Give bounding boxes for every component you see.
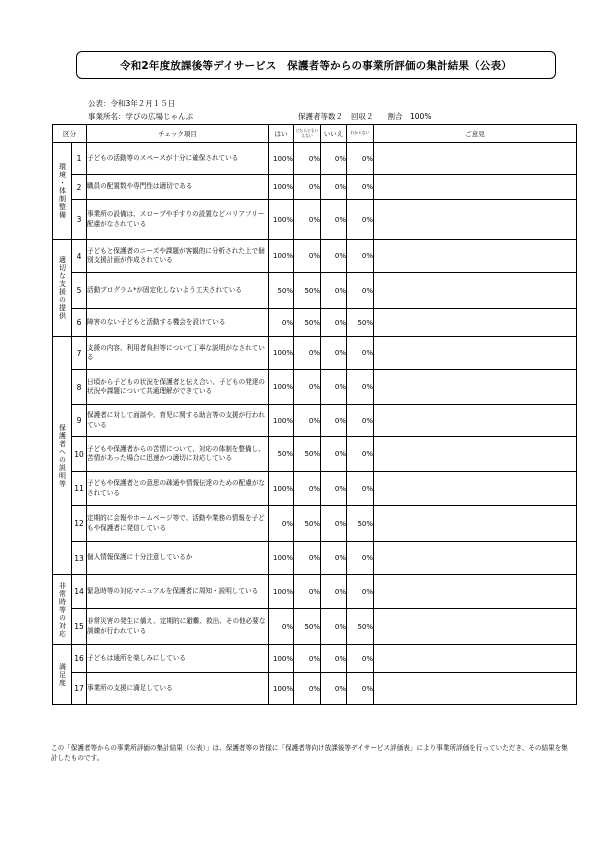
check-item-text: 個人情報保護に十分注意しているか [87,542,269,575]
table-row [53,309,577,337]
check-item-text: 職員の配置数や専門性は適切である [87,175,269,200]
table-row [53,370,577,405]
category-label-text: 保護者への説明等 [58,423,67,488]
item-number: 3 [72,200,87,240]
check-item-text: 子どもや保護者からの苦情について、対応の体制を整備し、苦情があった場合に迅速かつ適切に対応している [87,437,269,472]
check-item-text: 緊急時等の対応マニュアルを保護者に周知・説明している [87,575,269,609]
table-row [53,506,577,542]
evaluation-table [52,124,577,705]
category-label [53,337,72,575]
office-name: 事業所名：学びの広場じゃんぷ [88,112,193,121]
unknown-percent: 0% [347,542,374,575]
unknown-percent: 50% [347,309,374,337]
item-number: 6 [72,309,87,337]
neither-percent: 0% [294,645,321,673]
neither-percent: 50% [294,506,321,542]
check-item-text: 活動プログラム*が固定化しないよう工夫されている [87,273,269,309]
item-number: 17 [72,673,87,705]
header-unknown: わからない [347,125,374,143]
no-percent: 0% [321,609,347,645]
neither-percent: 0% [294,337,321,370]
item-number: 4 [72,240,87,273]
category-label [53,575,72,645]
header-check-item: チェック項目 [87,125,269,143]
table-row [53,240,577,273]
yes-percent: 100% [269,143,294,175]
opinion-cell [374,370,577,405]
neither-percent: 0% [294,542,321,575]
unknown-percent: 0% [347,337,374,370]
check-item-text: 子どもと保護者のニーズや課題が客観的に分析された上で個別支援計画が作成されている [87,240,269,273]
item-number: 13 [72,542,87,575]
check-item-text: 事業所の支援に満足している [87,673,269,705]
category-label [53,143,72,240]
yes-percent: 0% [269,609,294,645]
yes-percent: 0% [269,506,294,542]
neither-percent: 50% [294,273,321,309]
table-row [53,405,577,437]
no-percent: 0% [321,575,347,609]
yes-percent: 50% [269,437,294,472]
opinion-cell [374,200,577,240]
check-item-text: 事業所の設備は、スロープや手すりの設置などバリアフリー配慮がなされている [87,200,269,240]
opinion-cell [374,673,577,705]
table-row [53,645,577,673]
unknown-percent: 0% [347,175,374,200]
table-row [53,575,577,609]
no-percent: 0% [321,405,347,437]
no-percent: 0% [321,309,347,337]
guardian-count: 保護者等数２ [298,112,343,121]
opinion-cell [374,575,577,609]
table-row [53,143,577,175]
header-category: 区分 [53,125,87,143]
check-item-text: 定期的に会報やホームページ等で、活動や業務の情報を子どもや保護者に発信している [87,506,269,542]
page-title-text: 令和2年度放課後等デイサービス 保護者等からの事業所評価の集計結果（公表） [120,59,512,72]
yes-percent: 100% [269,175,294,200]
table-row [53,673,577,705]
no-percent: 0% [321,200,347,240]
category-label [53,240,72,337]
opinion-cell [374,405,577,437]
yes-percent: 100% [269,645,294,673]
unknown-percent: 0% [347,437,374,472]
check-item-text: 子どもは通所を楽しみにしている [87,645,269,673]
neither-percent: 0% [294,405,321,437]
check-item-text: 日頃から子どもの状況を保護者と伝え合い、子どもの発達の状況や課題について共通理解ができている [87,370,269,405]
category-label-text: 適切な支援の提供 [58,256,67,320]
item-number: 8 [72,370,87,405]
item-number: 5 [72,273,87,309]
header-yes: はい [269,125,294,143]
yes-percent: 100% [269,542,294,575]
neither-percent: 0% [294,175,321,200]
table-row [53,200,577,240]
table-header-row [53,125,577,143]
response-ratio: 割合 100% [387,112,432,121]
item-number: 12 [72,506,87,542]
table-row [53,437,577,472]
table-row [53,472,577,506]
neither-percent: 0% [294,370,321,405]
unknown-percent: 0% [347,405,374,437]
footnote: この「保護者等からの事業所評価の集計結果（公表）」は、保護者等の皆様に「保護者等向け放課後等デイサービス評価表」により事業所評価を行っていただき、その結果を集計したものです。 [51,744,568,762]
check-item-text: 保護者に対して面談や、育児に関する助言等の支援が行われている [87,405,269,437]
no-percent: 0% [321,506,347,542]
yes-percent: 100% [269,575,294,609]
opinion-cell [374,337,577,370]
category-label-text: 非常時等の対応 [58,581,67,638]
check-item-text: 子どもの活動等のスペースが十分に確保されている [87,143,269,175]
opinion-cell [374,609,577,645]
unknown-percent: 50% [347,506,374,542]
no-percent: 0% [321,370,347,405]
table-row [53,542,577,575]
neither-percent: 0% [294,143,321,175]
opinion-cell [374,506,577,542]
no-percent: 0% [321,273,347,309]
check-item-text: 子どもや保護者との意思の疎通や情報伝達のための配慮がなされている [87,472,269,506]
yes-percent: 0% [269,309,294,337]
table-body [53,143,577,705]
item-number: 14 [72,575,87,609]
item-number: 1 [72,143,87,175]
category-label-text: 満足度 [58,662,67,687]
opinion-cell [374,309,577,337]
no-percent: 0% [321,143,347,175]
neither-percent: 0% [294,575,321,609]
unknown-percent: 0% [347,645,374,673]
opinion-cell [374,143,577,175]
no-percent: 0% [321,673,347,705]
table-row [53,337,577,370]
neither-percent: 0% [294,200,321,240]
opinion-cell [374,645,577,673]
item-number: 16 [72,645,87,673]
neither-percent: 0% [294,472,321,506]
item-number: 10 [72,437,87,472]
yes-percent: 50% [269,273,294,309]
unknown-percent: 50% [347,609,374,645]
publication-date: 公表：令和3年２月１５日 [88,99,176,108]
no-percent: 0% [321,337,347,370]
item-number: 7 [72,337,87,370]
opinion-cell [374,175,577,200]
response-count: 回収２ [351,112,374,121]
yes-percent: 100% [269,405,294,437]
neither-percent: 50% [294,609,321,645]
page-title [76,51,556,79]
no-percent: 0% [321,175,347,200]
no-percent: 0% [321,240,347,273]
opinion-cell [374,240,577,273]
opinion-cell [374,472,577,506]
opinion-cell [374,542,577,575]
unknown-percent: 0% [347,370,374,405]
yes-percent: 100% [269,337,294,370]
unknown-percent: 0% [347,240,374,273]
unknown-percent: 0% [347,575,374,609]
item-number: 2 [72,175,87,200]
neither-percent: 50% [294,437,321,472]
neither-percent: 0% [294,673,321,705]
header-opinion: ご意見 [374,125,577,143]
opinion-cell [374,437,577,472]
neither-percent: 50% [294,309,321,337]
office-info-line [88,111,431,122]
unknown-percent: 0% [347,472,374,506]
yes-percent: 100% [269,673,294,705]
category-label-text: 環境・体制整備 [58,163,67,219]
header-neither: どちらともいえない [294,125,321,143]
check-item-text: 非常災害の発生に備え、定期的に避難、救出、その他必要な訓練が行われている [87,609,269,645]
no-percent: 0% [321,542,347,575]
item-number: 15 [72,609,87,645]
unknown-percent: 0% [347,673,374,705]
table-row [53,273,577,309]
no-percent: 0% [321,645,347,673]
header-no: いいえ [321,125,347,143]
yes-percent: 100% [269,472,294,506]
table-row [53,175,577,200]
yes-percent: 100% [269,370,294,405]
no-percent: 0% [321,437,347,472]
no-percent: 0% [321,472,347,506]
unknown-percent: 0% [347,273,374,309]
category-label [53,645,72,705]
item-number: 9 [72,405,87,437]
neither-percent: 0% [294,240,321,273]
item-number: 11 [72,472,87,506]
check-item-text: 支援の内容、利用者負担等について丁寧な説明がなされている [87,337,269,370]
unknown-percent: 0% [347,143,374,175]
unknown-percent: 0% [347,200,374,240]
table-row [53,609,577,645]
yes-percent: 100% [269,200,294,240]
opinion-cell [374,273,577,309]
yes-percent: 100% [269,240,294,273]
check-item-text: 障害のない子どもと活動する機会を設けている [87,309,269,337]
